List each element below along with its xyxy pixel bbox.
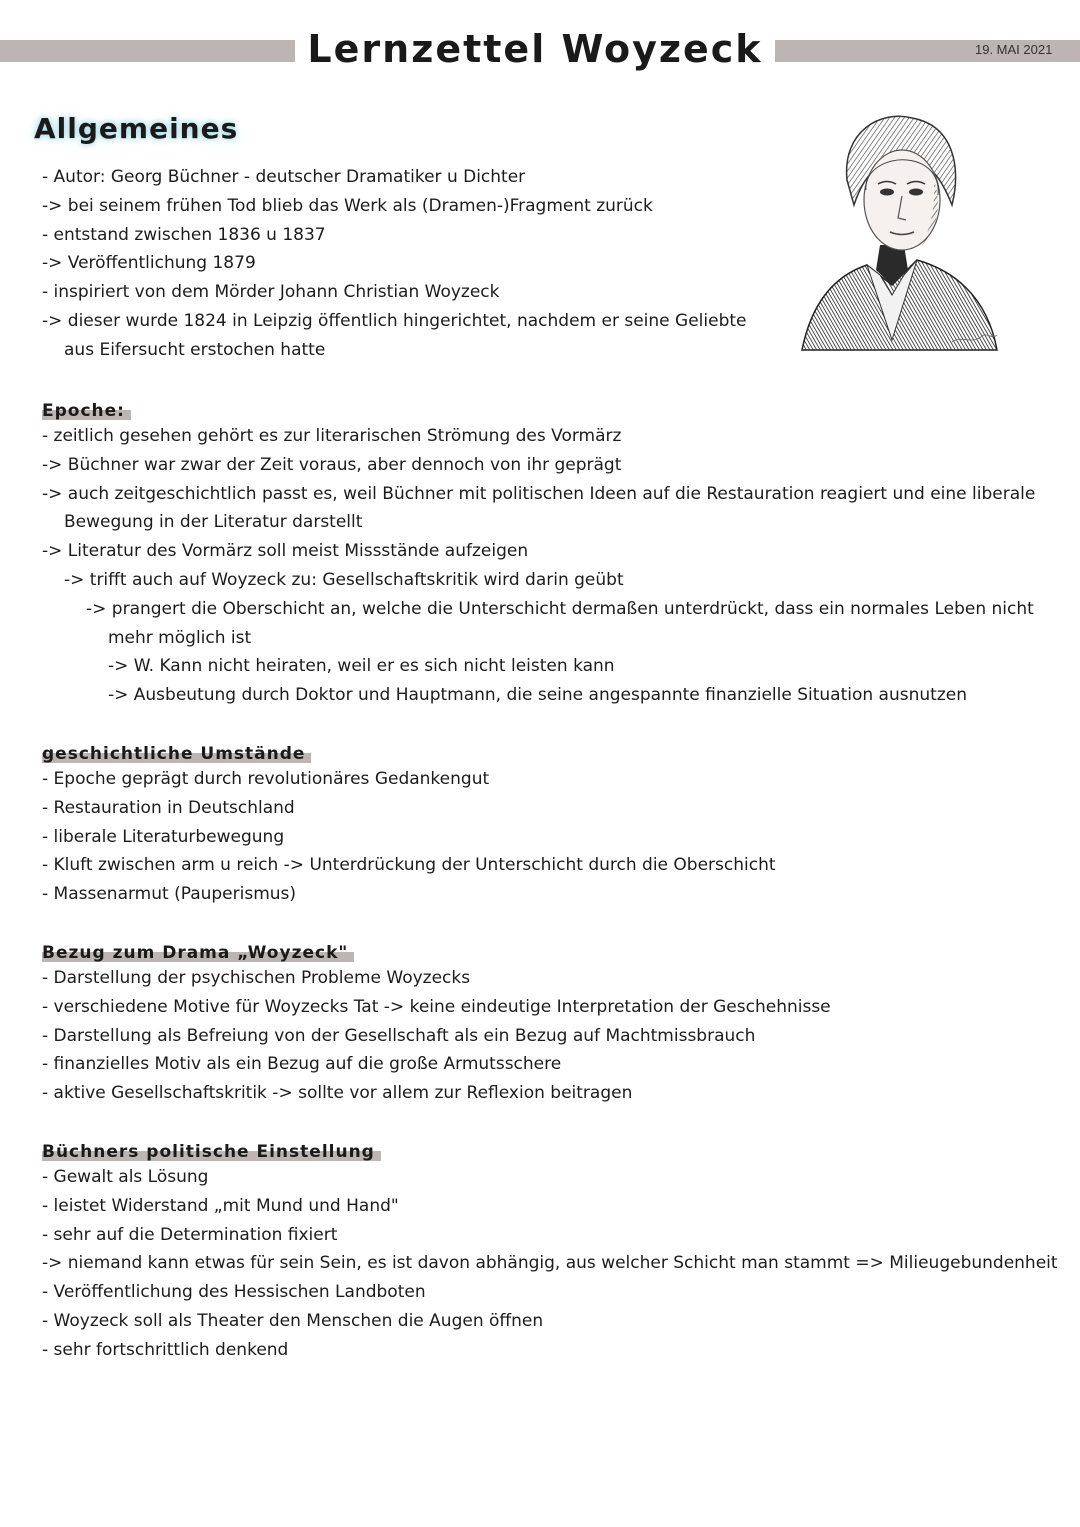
list-item: -> Ausbeutung durch Doktor und Hauptmann, die seine angespannte finanzielle Situation ausnutzen — [108, 685, 967, 706]
list-item: - sehr auf die Determination fixiert — [42, 1224, 338, 1245]
list-item: - liberale Literaturbewegung — [42, 826, 285, 847]
list-item: -> bei seinem frühen Tod blieb das Werk als (Dramen-)Fragment zurück — [42, 195, 653, 216]
section-epoche — [42, 400, 1035, 710]
list-item: - inspiriert von dem Mörder Johann Christian Woyzeck — [42, 282, 500, 303]
list-item: - Autor: Georg Büchner - deutscher Dramatiker u Dichter — [42, 167, 526, 187]
list-item: - Restauration in Deutschland — [42, 797, 295, 818]
list-item: - Darstellung der psychischen Probleme Woyzecks — [42, 968, 471, 988]
list-item: - Kluft zwischen arm u reich -> Unterdrückung der Unterschicht durch die Oberschicht — [42, 855, 776, 876]
section-heading-allgemeines: Allgemeines — [34, 112, 239, 145]
section-bezug — [42, 942, 831, 1108]
list-item: aus Eifersucht erstochen hatte — [64, 339, 326, 360]
list-item: mehr möglich ist — [108, 627, 252, 648]
section-heading-geschichte: geschichtliche Umstände — [42, 743, 311, 765]
portrait-image — [792, 110, 1007, 355]
list-item: - Massenarmut (Pauperismus) — [42, 884, 297, 905]
list-item: - sehr fortschrittlich denkend — [42, 1339, 289, 1360]
list-item: -> dieser wurde 1824 in Leipzig öffentlich hingerichtet, nachdem er seine Geliebte — [42, 310, 747, 331]
list-item: - leistet Widerstand „mit Mund und Hand" — [42, 1195, 399, 1216]
list-item: -> trifft auch auf Woyzeck zu: Gesellschaftskritik wird darin geübt — [64, 569, 624, 590]
list-item: - verschiedene Motive für Woyzecks Tat -> keine eindeutige Interpretation der Geschehnisse — [42, 996, 831, 1017]
section-geschichte — [42, 743, 776, 909]
list-item: - Epoche geprägt durch revolutionäres Gedankengut — [42, 769, 490, 789]
list-item: -> Veröffentlichung 1879 — [42, 253, 256, 274]
section-heading-epoche: Epoche: — [42, 400, 131, 422]
list-item: -> auch zeitgeschichtlich passt es, weil Büchner mit politischen Ideen auf die Restauration reagiert und eine liberale — [42, 483, 1036, 504]
list-item: - aktive Gesellschaftskritik -> sollte vor allem zur Reflexion beitragen — [42, 1083, 633, 1104]
section-politik — [42, 1141, 1058, 1365]
list-item: - Gewalt als Lösung — [42, 1167, 209, 1187]
list-item: -> prangert die Oberschicht an, welche die Unterschicht dermaßen unterdrückt, dass ein normales Leben nicht — [86, 598, 1034, 619]
list-item: -> niemand kann etwas für sein Sein, es ist davon abhängig, aus welcher Schicht man stammt => Milieugebundenheit — [42, 1253, 1058, 1274]
list-item: - entstand zwischen 1836 u 1837 — [42, 224, 326, 245]
section-heading-politik: Büchners politische Einstellung — [42, 1141, 381, 1163]
section-heading-bezug: Bezug zum Drama „Woyzeck" — [42, 942, 354, 964]
list-item: -> W. Kann nicht heiraten, weil er es sich nicht leisten kann — [108, 656, 615, 677]
list-item: - Darstellung als Befreiung von der Gesellschaft als ein Bezug auf Machtmissbrauch — [42, 1025, 756, 1046]
list-item: - finanzielles Motiv als ein Bezug auf die große Armutsschere — [42, 1054, 562, 1075]
list-item: - Woyzeck soll als Theater den Menschen die Augen öffnen — [42, 1310, 544, 1331]
list-item: - Veröffentlichung des Hessischen Landboten — [42, 1282, 426, 1303]
list-item: - zeitlich gesehen gehört es zur literarischen Strömung des Vormärz — [42, 426, 622, 446]
date-label: 19. MAI 2021 — [975, 42, 1053, 57]
list-item: -> Büchner war zwar der Zeit voraus, aber dennoch von ihr geprägt — [42, 454, 622, 475]
page-title: Lernzettel Woyzeck — [307, 27, 763, 71]
section-allgemeines — [42, 163, 747, 365]
list-item: -> Literatur des Vormärz soll meist Missstände aufzeigen — [42, 541, 529, 562]
list-item: Bewegung in der Literatur darstellt — [64, 512, 363, 533]
